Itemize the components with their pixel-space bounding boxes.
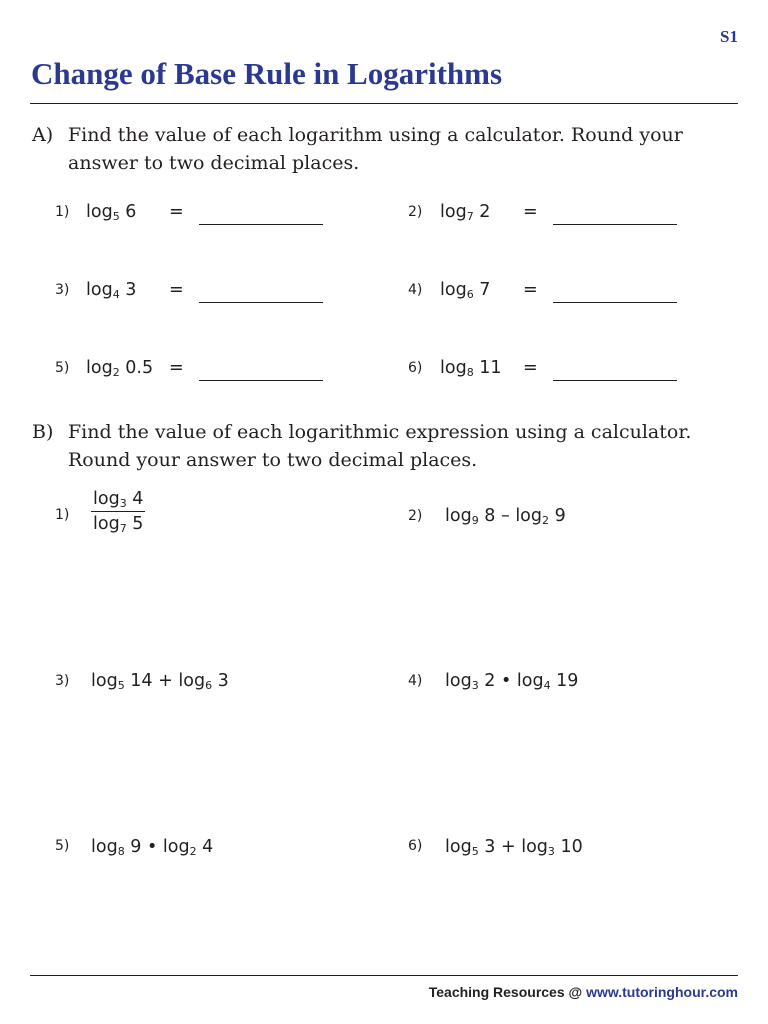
log-argument: 9 (554, 506, 566, 526)
operator: + (158, 671, 173, 691)
b5-number: 5) (55, 838, 70, 854)
log-base: 5 (471, 845, 479, 858)
a3-answer-blank[interactable] (199, 302, 323, 303)
operator: + (500, 837, 516, 857)
log-argument: 4 (132, 489, 144, 509)
log-text: log (93, 489, 120, 509)
log-argument: 7 (479, 280, 491, 300)
log-base: 7 (119, 522, 127, 535)
a6-number: 6) (408, 360, 423, 376)
sheet-code: S1 (720, 27, 738, 46)
log-base: 3 (547, 845, 555, 858)
equals-sign: = (523, 280, 538, 300)
log-base: 2 (189, 845, 197, 858)
log-base: 5 (112, 210, 120, 223)
log-base: 3 (471, 679, 479, 692)
header-divider (30, 103, 738, 104)
a6-expression (440, 358, 502, 378)
section-a-instruction: Find the value of each logarithm using a calculator. Round your answer to two decimal places. (68, 124, 683, 174)
a1-number: 1) (55, 204, 70, 220)
log-argument: 3 (125, 280, 137, 300)
b3-number: 3) (55, 673, 70, 689)
a2-number: 2) (408, 204, 423, 220)
log-text: log (162, 837, 190, 857)
log-text: log (86, 358, 113, 378)
log-base: 4 (543, 679, 551, 692)
section-a-heading (32, 121, 712, 177)
log-argument: 4 (202, 837, 214, 857)
log-base: 2 (542, 514, 549, 527)
log-base: 6 (205, 679, 213, 692)
b3-expression (91, 671, 229, 691)
operator: • (500, 671, 512, 691)
b6-number: 6) (408, 838, 423, 854)
section-b-letter: B) (32, 421, 54, 443)
fraction-denominator (91, 512, 145, 534)
log-text: log (86, 202, 113, 222)
a3-number: 3) (55, 282, 70, 298)
log-argument: 19 (556, 671, 579, 691)
log-argument: 3 (217, 671, 229, 691)
a5-expression (86, 358, 153, 378)
log-text: log (440, 202, 467, 222)
log-argument: 8 (484, 506, 496, 526)
log-base: 9 (471, 514, 479, 527)
log-text: log (515, 506, 542, 526)
a5-answer-blank[interactable] (199, 380, 323, 381)
equals-sign: = (169, 358, 184, 378)
a4-expression (440, 280, 490, 300)
fraction-numerator (91, 489, 145, 512)
log-text: log (178, 671, 206, 691)
log-argument: 5 (132, 514, 144, 534)
log-argument: 10 (560, 837, 583, 857)
equals-sign: = (169, 280, 184, 300)
a4-answer-blank[interactable] (553, 302, 677, 303)
a1-expression (86, 202, 136, 222)
b4-expression (445, 671, 578, 691)
a5-number: 5) (55, 360, 70, 376)
b1-fraction (91, 489, 145, 534)
log-text: log (516, 671, 544, 691)
b6-expression (445, 837, 583, 857)
log-argument: 2 (479, 202, 491, 222)
log-text: log (445, 671, 472, 691)
a2-expression (440, 202, 490, 222)
b4-number: 4) (408, 673, 423, 689)
equals-sign: = (523, 358, 538, 378)
log-text: log (91, 837, 118, 857)
log-base: 3 (119, 497, 127, 510)
a2-answer-blank[interactable] (553, 224, 677, 225)
equals-sign: = (523, 202, 538, 222)
b2-number: 2) (408, 508, 423, 524)
log-base: 4 (112, 288, 120, 301)
log-base: 7 (466, 210, 474, 223)
b2-expression (445, 506, 566, 526)
log-argument: 3 (484, 837, 496, 857)
a4-number: 4) (408, 282, 423, 298)
log-text: log (521, 837, 548, 857)
log-base: 8 (117, 845, 125, 858)
operator: • (146, 837, 158, 857)
log-base: 2 (112, 366, 120, 379)
log-base: 6 (466, 288, 474, 301)
log-argument: 2 (484, 671, 496, 691)
log-argument: 6 (125, 202, 137, 222)
log-text: log (445, 506, 472, 526)
page-title: Change of Base Rule in Logarithms (31, 56, 503, 91)
log-text: log (445, 837, 472, 857)
section-a-letter: A) (32, 124, 54, 146)
section-b-heading (32, 418, 712, 474)
b5-expression (91, 837, 213, 857)
log-argument: 11 (479, 358, 502, 378)
a6-answer-blank[interactable] (553, 380, 677, 381)
log-text: log (440, 358, 467, 378)
footer (429, 984, 738, 1000)
footer-site-link[interactable]: www.tutoringhour.com (586, 984, 738, 1000)
log-text: log (440, 280, 467, 300)
footer-label: Teaching Resources @ (428, 984, 583, 1000)
log-text: log (86, 280, 113, 300)
log-text: log (91, 671, 118, 691)
operator: – (500, 506, 510, 526)
a3-expression (86, 280, 136, 300)
log-argument: 9 (130, 837, 142, 857)
a1-answer-blank[interactable] (199, 224, 323, 225)
equals-sign: = (169, 202, 184, 222)
log-argument: 14 (130, 671, 153, 691)
log-argument: 0.5 (125, 358, 154, 378)
log-base: 5 (117, 679, 125, 692)
b1-number: 1) (55, 507, 70, 523)
footer-divider (30, 975, 738, 976)
section-b-instruction: Find the value of each logarithmic expression using a calculator. Round your answer to two decimal places. (68, 421, 692, 471)
log-text: log (93, 514, 120, 534)
log-base: 8 (466, 366, 474, 379)
